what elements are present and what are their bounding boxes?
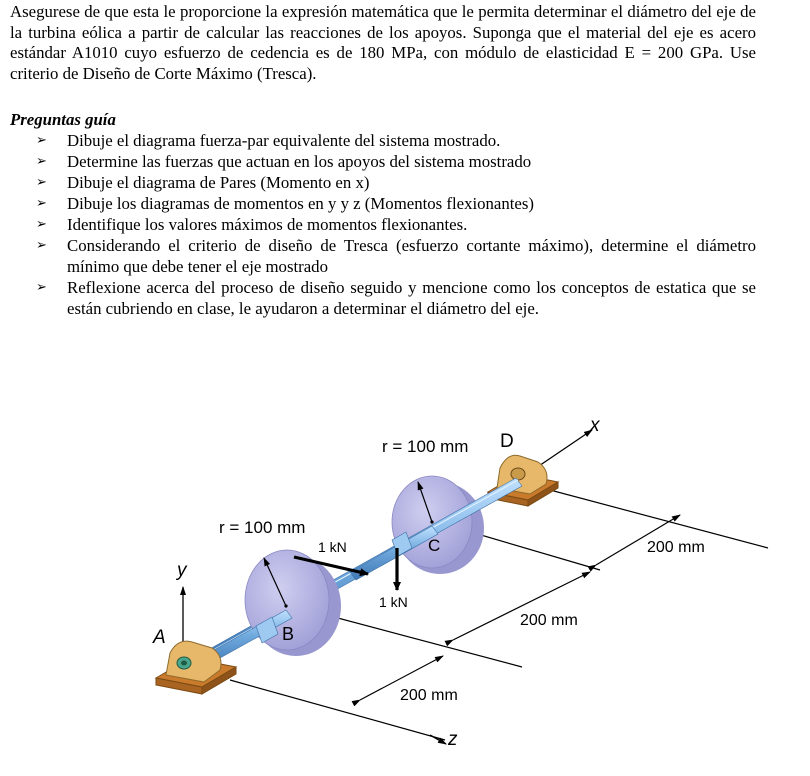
label-point-b: B [282,624,295,644]
guide-question-item [36,130,756,151]
label-force-b: 1 kN [318,539,347,555]
shaft-figure [150,405,770,770]
guide-question-text: Determine las fuerzas que actuan en los apoyos del sistema mostrado [67,152,532,171]
problem-statement: Asegurese de que esta le proporcione la expresión matemática que le permita determinar el diámetro del eje de la turbina eólica a partir de calcular las reacciones de los apoyos. Suponga que el material del eje es acero estándar A1010 cuyo esfuerzo de cedencia es de 180 MPa, con módulo de elasticidad E = 200 GPa. Use criterio de Diseño de Corte Máximo (Tresca). [10,2,756,83]
arrow-bullet-icon: ➢ [36,280,47,295]
guide-questions-heading: Preguntas guía [10,110,116,129]
label-force-c: 1 kN [379,594,408,610]
label-dim-cd: 200 mm [647,539,705,556]
guide-question-item [36,172,756,193]
label-radius-b: r = 100 mm [219,518,306,537]
guide-question-item [36,151,756,172]
arrow-bullet-icon: ➢ [36,217,47,232]
guide-questions-list [36,130,756,319]
label-dim-bc: 200 mm [520,612,578,629]
label-point-a: A [153,627,166,648]
arrow-bullet-icon: ➢ [36,154,47,169]
arrow-bullet-icon: ➢ [36,133,47,148]
label-point-d: D [500,431,514,452]
guide-question-item [36,214,756,235]
guide-question-text: Identifique los valores máximos de momentos flexionantes. [67,215,468,234]
arrow-bullet-icon: ➢ [36,238,47,253]
label-axis-x: x [590,415,600,436]
label-point-c: C [428,536,441,555]
guide-question-text: Considerando el criterio de diseño de Tresca (esfuerzo cortante máximo), determine el diámetro mínimo que debe tener el eje mostrado [67,236,756,276]
guide-question-text: Dibuje los diagramas de momentos en y y z (Momentos flexionantes) [67,194,534,213]
label-dim-ab: 200 mm [400,687,458,704]
point-b-mark [284,604,287,607]
guide-question-text: Dibuje el diagrama de Pares (Momento en x) [67,173,370,192]
guide-question-item [36,193,756,214]
guide-question-text: Reflexione acerca del proceso de diseño seguido y mencione como los conceptos de estatica que se están cubriendo en clase, le ayudaron a determinar el diámetro del eje. [67,278,756,318]
guide-question-item [36,235,756,277]
label-radius-c: r = 100 mm [382,437,469,456]
label-axis-z: z [448,729,458,750]
guide-question-text: Dibuje el diagrama fuerza-par equivalente del sistema mostrado. [67,131,501,150]
arrow-bullet-icon: ➢ [36,175,47,190]
point-c-mark [430,520,433,523]
label-axis-y: y [177,560,187,581]
guide-question-item [36,277,756,319]
arrow-bullet-icon: ➢ [36,196,47,211]
